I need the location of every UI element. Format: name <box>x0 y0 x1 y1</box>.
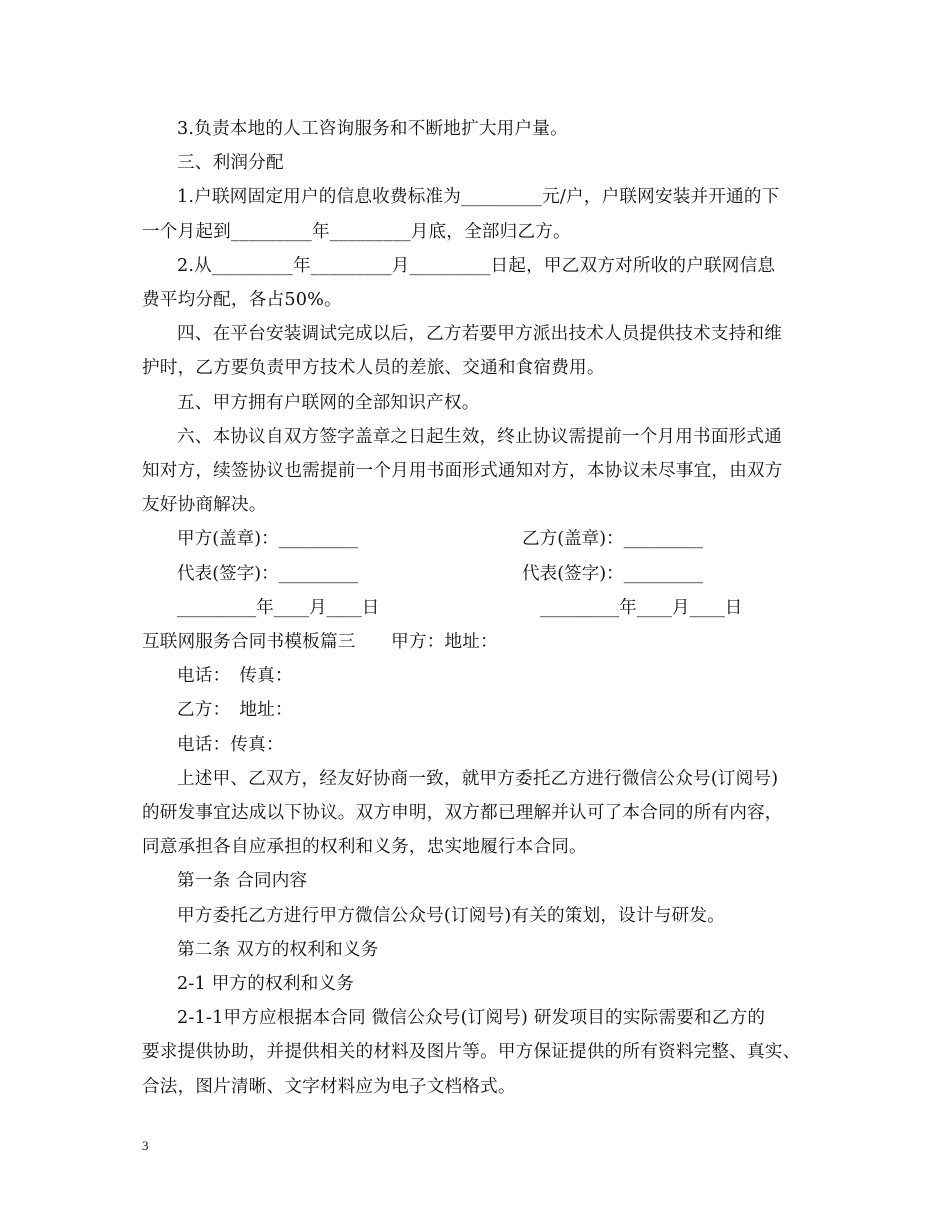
party-b-date: _________年____月____日 <box>540 597 743 618</box>
signature-row-representative <box>142 557 812 591</box>
party-b-representative: 代表(签字)：_________ <box>522 563 703 584</box>
paragraph-continuation: 知对方，续签协议也需提前一个月用书面形式通知对方，本协议未尽事宜，由双方 <box>142 461 783 482</box>
section-title: 互联网服务合同书模板篇三 甲方：地址： <box>142 632 498 652</box>
paragraph: 六、本协议自双方签字盖章之日起生效，终止协议需提前一个月用书面形式通 <box>177 426 782 447</box>
paragraph: 四、在平台安装调试完成以后，乙方若要甲方派出技术人员提供技术支持和维 <box>177 324 782 345</box>
paragraph-continuation: 要求提供协助，并提供相关的材料及图片等。甲方保证提供的所有资料完整、真实、 <box>142 1042 801 1063</box>
party-b-seal: 乙方(盖章)：_________ <box>522 529 703 550</box>
section-heading: 三、利润分配 <box>177 153 284 174</box>
document-body <box>142 112 812 1104</box>
paragraph-continuation: 护时，乙方要负责甲方技术人员的差旅、交通和食宿费用。 <box>142 358 605 379</box>
article-heading: 第一条 合同内容 <box>177 871 308 892</box>
paragraph: 3.负责本地的人工咨询服务和不断地扩大用户量。 <box>177 119 568 139</box>
contact-line: 乙方： 地址： <box>177 700 293 721</box>
clause-heading: 2-1 甲方的权利和义务 <box>177 974 355 995</box>
paragraph-continuation: 一个月起到_________年_________月底，全部归乙方。 <box>142 221 571 242</box>
paragraph: 2.从_________年_________月_________日起，甲乙双方对所收的户联网信息 <box>177 255 776 276</box>
paragraph-continuation: 合法，图片清晰、文字材料应为电子文档格式。 <box>142 1076 516 1097</box>
paragraph: 甲方委托乙方进行甲方微信公众号(订阅号)有关的策划，设计与研发。 <box>177 905 725 926</box>
paragraph: 上述甲、乙双方，经友好协商一致，就甲方委托乙方进行微信公众号(订阅号) <box>177 768 779 789</box>
article-heading: 第二条 双方的权利和义务 <box>177 939 379 960</box>
paragraph: 1.户联网固定用户的信息收费标准为_________元/户，户联网安装并开通的下 <box>177 187 780 208</box>
party-a-representative: 代表(签字)：_________ <box>177 563 358 584</box>
paragraph: 五、甲方拥有户联网的全部知识产权。 <box>177 392 480 413</box>
paragraph-continuation: 费平均分配，各占50%。 <box>142 290 342 311</box>
paragraph-continuation: 友好协商解决。 <box>142 495 267 516</box>
contact-line: 电话：传真： <box>177 734 284 755</box>
paragraph-continuation: 的研发事宜达成以下协议。双方申明，双方都已理解并认可了本合同的所有内容， <box>142 803 783 824</box>
contact-line: 电话： 传真： <box>177 666 293 687</box>
paragraph: 2-1-1甲方应根据本合同 微信公众号(订阅号) 研发项目的实际需要和乙方的 <box>177 1008 766 1029</box>
signature-row-date <box>142 591 812 625</box>
paragraph-continuation: 同意承担各自应承担的权利和义务，忠实地履行本合同。 <box>142 837 587 858</box>
party-a-date: _________年____月____日 <box>177 597 380 618</box>
page-number: 3 <box>142 1138 149 1153</box>
signature-row-seal <box>142 522 812 556</box>
party-a-seal: 甲方(盖章)：_________ <box>177 529 358 550</box>
